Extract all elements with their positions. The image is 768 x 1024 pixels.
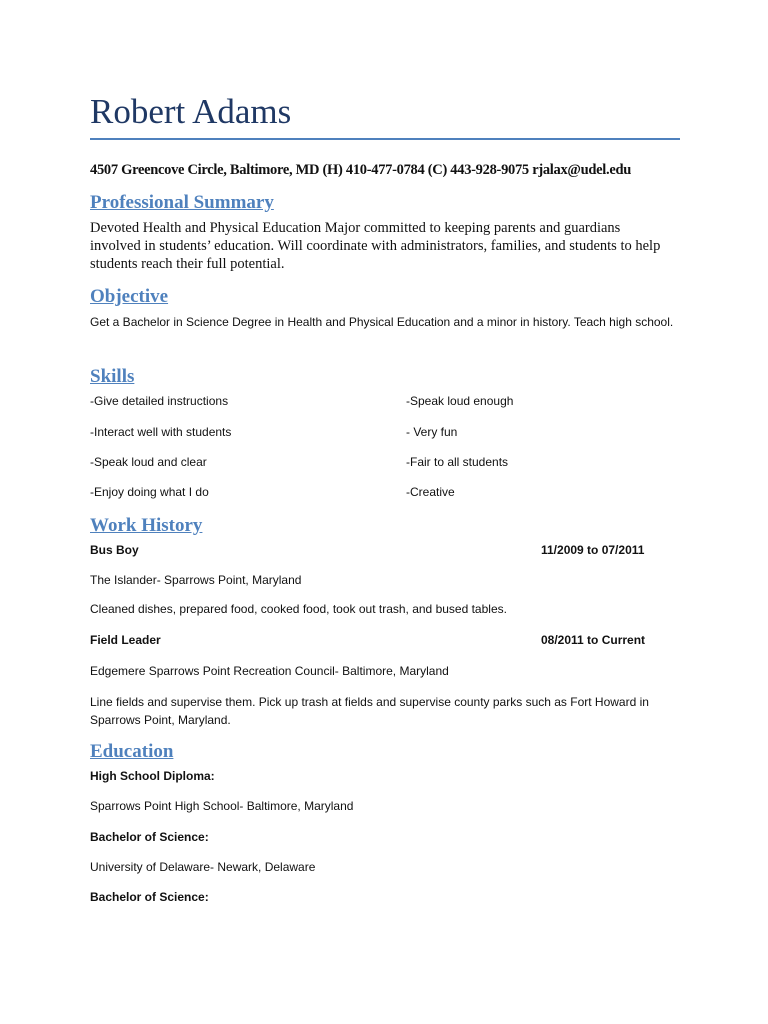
skill-item: -Speak loud and clear — [90, 455, 207, 469]
objective-heading: Objective — [90, 286, 169, 307]
objective-text: Get a Bachelor in Science Degree in Health and Physical Education and a minor in history. Teach high school. — [90, 315, 674, 329]
job-dates: 08/2011 to Current — [541, 633, 646, 647]
education-degree: Bachelor of Science: — [90, 830, 209, 844]
job-title: Field Leader — [90, 633, 161, 647]
name-divider — [90, 138, 680, 140]
summary-text: Devoted Health and Physical Education Major committed to keeping parents and guardians involved in students’ education. Will coordinate with administrators, families, and students to help students reach their full potential. — [90, 220, 661, 272]
job-dates: 11/2009 to 07/2011 — [541, 543, 645, 557]
job-title: Bus Boy — [90, 543, 139, 557]
education-degree: High School Diploma: — [90, 769, 215, 783]
job-description: Line fields and supervise them. Pick up trash at fields and supervise county parks such as Fort Howard in Sparrows Point, Maryland. — [90, 695, 649, 727]
education-school: Sparrows Point High School- Baltimore, Maryland — [90, 799, 354, 813]
skill-item: -Interact well with students — [90, 425, 232, 439]
skill-item: -Speak loud enough — [406, 394, 514, 408]
summary-heading: Professional Summary — [90, 192, 274, 213]
contact-line: 4507 Greencove Circle, Baltimore, MD (H) 410-477-0784 (C) 443-928-9075 rjalax@udel.edu — [90, 162, 632, 178]
resume-name: Robert Adams — [90, 92, 292, 131]
skill-item: - Very fun — [406, 425, 458, 439]
job-employer: Edgemere Sparrows Point Recreation Council- Baltimore, Maryland — [90, 664, 449, 678]
skills-heading: Skills — [90, 366, 135, 387]
education-heading: Education — [90, 741, 174, 762]
work-heading: Work History — [90, 515, 203, 536]
education-degree: Bachelor of Science: — [90, 890, 209, 904]
job-employer: The Islander- Sparrows Point, Maryland — [90, 573, 302, 587]
education-school: University of Delaware- Newark, Delaware — [90, 860, 316, 874]
skill-item: -Give detailed instructions — [90, 394, 229, 408]
skill-item: -Enjoy doing what I do — [90, 485, 209, 499]
skill-item: -Creative — [406, 485, 455, 499]
job-description: Cleaned dishes, prepared food, cooked food, took out trash, and bused tables. — [90, 602, 507, 616]
skill-item: -Fair to all students — [406, 455, 509, 469]
